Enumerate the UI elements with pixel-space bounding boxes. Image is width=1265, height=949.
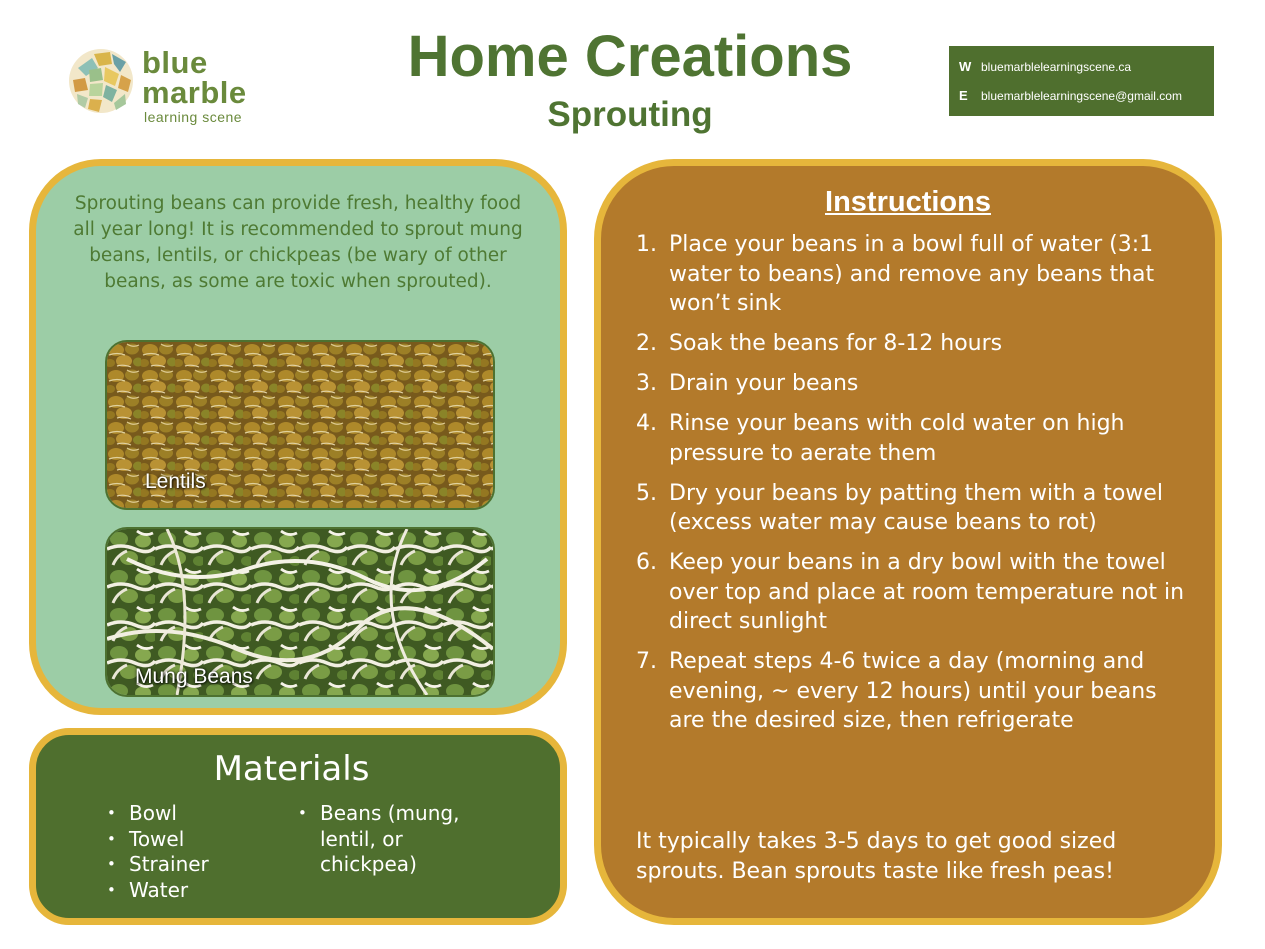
list-item: • Beans (mung, lentil, or chickpea) (296, 801, 496, 878)
step-number: 6. (636, 550, 657, 575)
instructions-steps (636, 230, 1196, 746)
email-key: E (959, 88, 968, 103)
logo-wordmark (142, 45, 247, 126)
website-key: W (959, 59, 972, 74)
intro-panel (29, 159, 567, 715)
page-subtitle: Sprouting (547, 95, 713, 134)
website-link[interactable]: bluemarblelearningscene.ca (981, 59, 1132, 74)
step-item (636, 479, 1196, 538)
step-number: 2. (636, 331, 657, 356)
email-link[interactable]: bluemarblelearningscene@gmail.com (981, 88, 1182, 103)
step-text: Repeat steps 4-6 twice a day (morning and evening, ~ every 12 hours) until your beans are the desired size, then refrigerate (669, 649, 1157, 733)
step-item (636, 230, 1196, 319)
intro-text: Sprouting beans can provide fresh, healthy food all year long! It is recommended to sprout mung beans, lentils, or chickpeas (be wary of other beans, as some are toxic when sprouted). (73, 193, 523, 292)
mung-beans-photo (105, 527, 495, 697)
list-item: • Strainer (105, 852, 209, 878)
materials-panel (29, 728, 567, 925)
step-item (636, 329, 1196, 359)
lentils-photo (105, 340, 495, 510)
step-item (636, 548, 1196, 637)
logo-line-blue: blue (142, 45, 208, 80)
step-item (636, 647, 1196, 736)
materials-list-1 (105, 801, 209, 903)
step-text: Dry your beans by patting them with a towel (excess water may cause beans to rot) (669, 480, 1163, 535)
step-number: 7. (636, 649, 657, 674)
contact-email-row (959, 88, 1182, 103)
step-item (636, 409, 1196, 468)
step-text: Rinse your beans with cold water on high pressure to aerate them (669, 411, 1125, 466)
mung-beans-label: Mung Beans (135, 665, 253, 688)
step-text: Soak the beans for 8-12 hours (669, 331, 1003, 356)
step-text: Place your beans in a bowl full of water (3:1 water to beans) and remove any beans that won’t sink (669, 232, 1155, 316)
contact-box (949, 46, 1214, 116)
lentils-label: Lentils (145, 470, 206, 493)
logo-line-learning-scene: learning scene (144, 109, 243, 125)
step-item (636, 369, 1196, 399)
list-item: • Water (105, 878, 209, 904)
step-number: 5. (636, 480, 657, 506)
materials-title: Materials (213, 749, 370, 789)
step-text: Drain your beans (669, 371, 859, 396)
logo (68, 46, 268, 126)
materials-list-2 (296, 801, 496, 878)
instructions-panel (594, 159, 1222, 925)
marble-logo-icon (68, 46, 134, 116)
contact-website-row (959, 59, 1131, 74)
step-number: 3. (636, 371, 657, 396)
instructions-outro: It typically takes 3-5 days to get good sized sprouts. Bean sprouts taste like fresh peas! (636, 829, 1117, 884)
instructions-title: Instructions (825, 186, 991, 218)
step-number: 1. (636, 232, 657, 257)
logo-line-marble: marble (142, 75, 247, 110)
page-title: Home Creations (407, 24, 853, 89)
step-text: Keep your beans in a dry bowl with the towel over top and place at room temperature not in direct sunlight (669, 550, 1185, 634)
list-item: • Bowl (105, 801, 209, 827)
list-item: • Towel (105, 827, 209, 853)
step-number: 4. (636, 411, 657, 436)
